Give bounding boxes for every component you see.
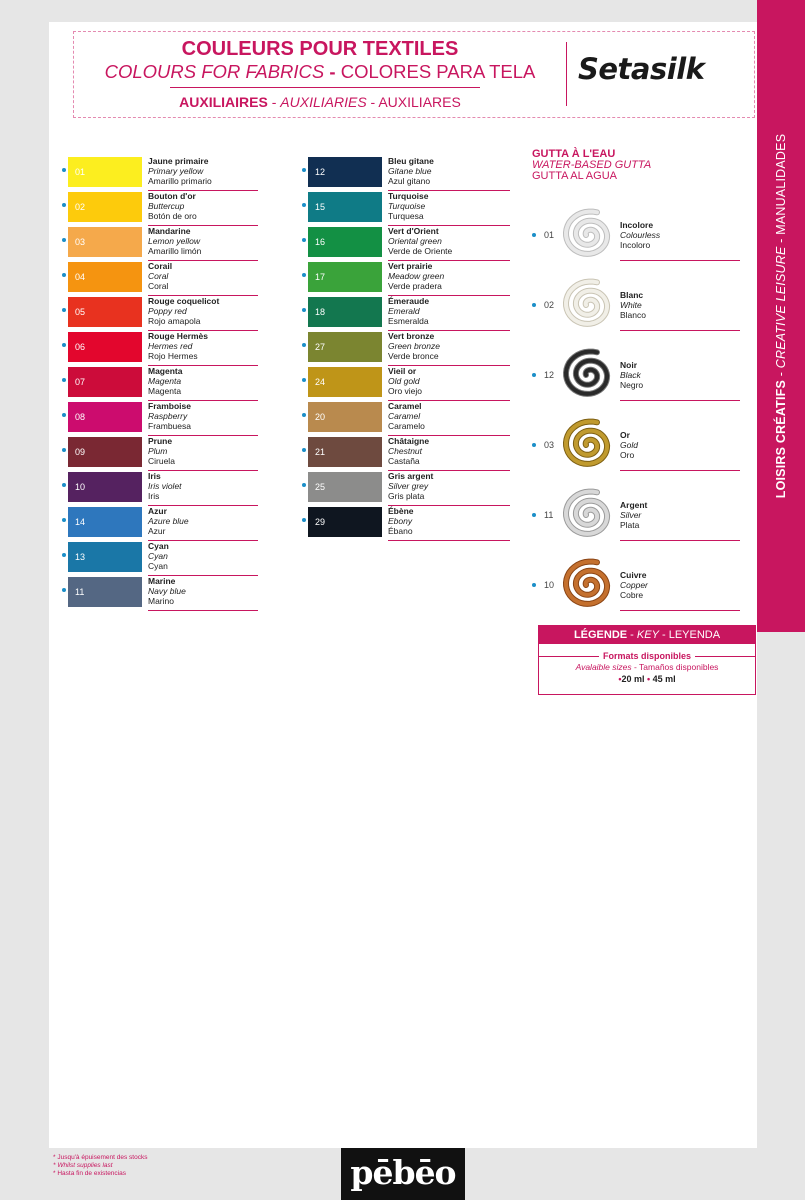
- name-en: Green bronze: [388, 341, 440, 351]
- color-number: 25: [315, 482, 326, 492]
- gutta-row: [532, 208, 740, 278]
- name-es: Rojo Hermes: [148, 351, 198, 361]
- color-row: [62, 226, 258, 261]
- color-row: [302, 191, 510, 226]
- color-number: 12: [315, 167, 326, 177]
- color-row: [302, 261, 510, 296]
- name-fr: Cuivre: [620, 570, 647, 580]
- color-number: 01: [75, 167, 86, 177]
- bullet-dot: [62, 378, 66, 382]
- color-number: 03: [75, 237, 86, 247]
- gutta-spiral-image: [557, 483, 621, 547]
- color-number: 05: [75, 307, 86, 317]
- color-names: [148, 366, 182, 396]
- name-en: Azure blue: [148, 516, 189, 526]
- name-en: Silver: [620, 510, 642, 520]
- name-en: Hermes red: [148, 341, 193, 351]
- row-divider: [620, 400, 740, 401]
- name-es: Azul gitano: [388, 176, 431, 186]
- color-names: [388, 331, 440, 361]
- name-fr: Vert d'Orient: [388, 226, 439, 236]
- name-en: Coral: [148, 271, 169, 281]
- color-names: [148, 401, 191, 431]
- name-es: Amarillo limón: [148, 246, 202, 256]
- bullet-dot: [62, 343, 66, 347]
- name-en: White: [620, 300, 642, 310]
- bullet-dot: [532, 233, 536, 237]
- color-names: [388, 401, 425, 431]
- name-en: Black: [620, 370, 641, 380]
- row-divider: [620, 610, 740, 611]
- color-number: 07: [75, 377, 86, 387]
- legend-formats-title: Formats disponibles: [539, 651, 755, 661]
- name-en: Plum: [148, 446, 168, 456]
- name-fr: Prune: [148, 436, 173, 446]
- gutta-row: [532, 278, 740, 348]
- color-number: 29: [315, 517, 326, 527]
- name-es: Esmeralda: [388, 316, 429, 326]
- header-divider: [566, 42, 567, 106]
- color-names: [388, 506, 414, 536]
- color-names: [388, 296, 429, 326]
- color-number: 13: [75, 552, 86, 562]
- row-divider: [620, 260, 740, 261]
- name-fr: Azur: [148, 506, 167, 516]
- gutta-number: 10: [544, 580, 555, 590]
- gutta-spiral-image: [557, 273, 621, 337]
- name-fr: Vert bronze: [388, 331, 435, 341]
- name-fr: Vieil or: [388, 366, 417, 376]
- name-es: Plata: [620, 520, 640, 530]
- name-en: Primary yellow: [148, 166, 204, 176]
- name-fr: Rouge coquelicot: [148, 296, 220, 306]
- name-en: Raspberry: [148, 411, 188, 421]
- bullet-dot: [302, 483, 306, 487]
- side-es: MANUALIDADES: [774, 133, 788, 235]
- name-fr: Rouge Hermès: [148, 331, 208, 341]
- row-divider: [620, 330, 740, 331]
- name-en: Meadow green: [388, 271, 445, 281]
- bullet-dot: [302, 343, 306, 347]
- gutta-names: [620, 220, 660, 250]
- color-names: [388, 191, 428, 221]
- gutta-spiral-image: [557, 553, 621, 617]
- gutta-names: [620, 360, 643, 390]
- name-fr: Noir: [620, 360, 637, 370]
- color-row: [62, 471, 258, 506]
- name-fr: Turquoise: [388, 191, 429, 201]
- bullet-dot: [302, 518, 306, 522]
- bullet-dot: [532, 513, 536, 517]
- bullet-dot: [62, 203, 66, 207]
- name-es: Frambuesa: [148, 421, 191, 431]
- bullet-dot: [532, 373, 536, 377]
- bullet-dot: [302, 308, 306, 312]
- name-en: Magenta: [148, 376, 182, 386]
- gutta-row: [532, 418, 740, 488]
- bullet-dot: [62, 483, 66, 487]
- name-en: Copper: [620, 580, 648, 590]
- legend-header: LÉGENDE - KEY - LEYENDA: [539, 626, 755, 644]
- gutta-names: [620, 290, 646, 320]
- bullet-dot: [62, 413, 66, 417]
- gutta-title: GUTTA À L'EAU WATER-BASED GUTTA GUTTA AL AGUA: [532, 148, 652, 182]
- bullet-dot: [532, 443, 536, 447]
- name-en: Lemon yellow: [148, 236, 200, 246]
- name-es: Botón de oro: [148, 211, 197, 221]
- name-en: Navy blue: [148, 586, 186, 596]
- name-es: Verde bronce: [388, 351, 439, 361]
- color-number: 04: [75, 272, 86, 282]
- color-number: 17: [315, 272, 326, 282]
- color-number: 20: [315, 412, 326, 422]
- color-row: [302, 506, 510, 541]
- color-number: 11: [75, 587, 85, 597]
- color-row: [62, 401, 258, 436]
- color-number: 24: [315, 377, 326, 387]
- color-row: [302, 366, 510, 401]
- color-row: [302, 226, 510, 261]
- color-row: [302, 471, 510, 506]
- name-fr: Or: [620, 430, 630, 440]
- name-es: Cyan: [148, 561, 168, 571]
- name-fr: Incolore: [620, 220, 654, 230]
- gutta-number: 12: [544, 370, 555, 380]
- gutta-spiral-image: [557, 203, 621, 267]
- name-es: Castaña: [388, 456, 420, 466]
- name-es: Verde de Oriente: [388, 246, 453, 256]
- color-names: [388, 226, 452, 256]
- color-names: [148, 541, 169, 571]
- name-es: Gris plata: [388, 491, 425, 501]
- bullet-dot: [62, 168, 66, 172]
- color-names: [148, 471, 182, 501]
- color-names: [148, 331, 208, 361]
- name-en: Old gold: [388, 376, 420, 386]
- color-names: [148, 156, 212, 186]
- name-es: Cobre: [620, 590, 644, 600]
- gutta-names: [620, 570, 648, 600]
- name-es: Oro: [620, 450, 635, 460]
- color-number: 09: [75, 447, 86, 457]
- side-category-label: LOISIRS CRÉATIFS - CREATIVE LEISURE - MANUALIDADES: [774, 133, 788, 499]
- header-title-fr: COULEURS POUR TEXTILES: [181, 38, 459, 60]
- bullet-dot: [62, 238, 66, 242]
- footer-notes: [53, 1154, 147, 1178]
- name-fr: Argent: [620, 500, 648, 510]
- color-names: [388, 366, 422, 396]
- gutta-number: 02: [544, 300, 555, 310]
- name-en: Colourless: [620, 230, 661, 240]
- setasilk-logo: Setasilk: [578, 52, 705, 86]
- bullet-dot: [62, 553, 66, 557]
- row-divider: [620, 540, 740, 541]
- bullet-dot: [62, 518, 66, 522]
- gutta-row: [532, 488, 740, 558]
- name-es: Verde pradera: [388, 281, 442, 291]
- name-en: Poppy red: [148, 306, 187, 316]
- bullet-dot: [302, 203, 306, 207]
- color-row: [302, 296, 510, 331]
- name-es: Amarillo primario: [148, 176, 212, 186]
- name-en: Buttercup: [148, 201, 185, 211]
- name-en: Caramel: [388, 411, 421, 421]
- gutta-row: [532, 348, 740, 418]
- name-fr: Châtaigne: [388, 436, 430, 446]
- name-fr: Blanc: [620, 290, 644, 300]
- name-en: Oriental green: [388, 236, 442, 246]
- color-number: 10: [75, 482, 86, 492]
- color-row: [62, 436, 258, 471]
- row-divider: [620, 470, 740, 471]
- name-fr: Framboise: [148, 401, 191, 411]
- bullet-dot: [62, 588, 66, 592]
- name-es: Incoloro: [620, 240, 651, 250]
- name-fr: Gris argent: [388, 471, 434, 481]
- name-es: Blanco: [620, 310, 646, 320]
- color-row: [62, 541, 258, 576]
- name-fr: Vert prairie: [388, 261, 433, 271]
- name-en: Ebony: [388, 516, 413, 526]
- color-names: [148, 296, 219, 326]
- bullet-dot: [62, 273, 66, 277]
- name-en: Silver grey: [388, 481, 429, 491]
- name-es: Caramelo: [388, 421, 425, 431]
- color-number: 06: [75, 342, 86, 352]
- name-fr: Ébène: [388, 506, 414, 516]
- row-divider: [148, 610, 258, 611]
- name-es: Azur: [148, 526, 166, 536]
- header-title-en-es: COLOURS FOR FABRICS - COLORES PARA TELA: [104, 61, 536, 82]
- name-fr: Cyan: [148, 541, 169, 551]
- name-fr: Jaune primaire: [148, 156, 209, 166]
- name-es: Magenta: [148, 386, 182, 396]
- color-names: [388, 261, 444, 291]
- bullet-dot: [302, 448, 306, 452]
- bullet-dot: [62, 448, 66, 452]
- color-row: [302, 331, 510, 366]
- color-number: 15: [315, 202, 326, 212]
- color-names: [148, 436, 175, 466]
- color-row: [62, 331, 258, 366]
- bullet-dot: [532, 303, 536, 307]
- header-subtitle: AUXILIAIRES - AUXILIARIES - AUXILIARES: [179, 94, 461, 110]
- gutta-number: 11: [544, 510, 554, 520]
- gutta-number: 03: [544, 440, 555, 450]
- name-fr: Mandarine: [148, 226, 191, 236]
- bullet-dot: [62, 308, 66, 312]
- color-row: [62, 366, 258, 401]
- color-names: [148, 261, 172, 291]
- name-fr: Émeraude: [388, 296, 430, 306]
- side-fr: LOISIRS CRÉATIFS: [774, 379, 788, 499]
- name-es: Iris: [148, 491, 160, 501]
- footer-note-es: * Hasta fin de existencias: [53, 1170, 126, 1177]
- name-fr: Marine: [148, 576, 176, 586]
- bullet-dot: [302, 168, 306, 172]
- color-row: [62, 191, 258, 226]
- color-names: [148, 576, 186, 606]
- color-names: [148, 191, 197, 221]
- legend-available-sizes: Avalaible sizes - Tamaños disponibles: [575, 662, 719, 672]
- name-en: Chestnut: [388, 446, 423, 456]
- name-es: Marino: [148, 596, 174, 606]
- name-fr: Corail: [148, 261, 173, 271]
- name-en: Cyan: [148, 551, 168, 561]
- bullet-dot: [302, 273, 306, 277]
- color-row: [302, 436, 510, 471]
- bullet-dot: [532, 583, 536, 587]
- name-fr: Magenta: [148, 366, 183, 376]
- name-es: Coral: [148, 281, 169, 291]
- color-number: 16: [315, 237, 326, 247]
- name-es: Turquesa: [388, 211, 424, 221]
- name-en: Turquoise: [388, 201, 426, 211]
- gutta-names: [620, 430, 638, 460]
- name-en: Emerald: [388, 306, 420, 316]
- color-number: 02: [75, 202, 86, 212]
- bullet-dot: [302, 413, 306, 417]
- legend-box: [538, 625, 756, 695]
- gutta-spiral-image: [557, 413, 621, 477]
- header-rule: [170, 87, 480, 88]
- side-en: CREATIVE LEISURE: [774, 246, 788, 369]
- gutta-number: 01: [544, 230, 555, 240]
- color-number: 14: [75, 517, 86, 527]
- color-row: [302, 156, 510, 191]
- name-es: Ciruela: [148, 456, 175, 466]
- name-fr: Bleu gitane: [388, 156, 434, 166]
- color-row: [62, 576, 258, 611]
- color-names: [148, 506, 189, 536]
- name-fr: Caramel: [388, 401, 422, 411]
- footer-note-fr: * Jusqu'à épuisement des stocks: [53, 1154, 148, 1161]
- color-names: [388, 471, 433, 501]
- color-row: [62, 156, 258, 191]
- name-en: Gold: [620, 440, 638, 450]
- color-number: 08: [75, 412, 86, 422]
- color-number: 27: [315, 342, 326, 352]
- gutta-spiral-image: [557, 343, 621, 407]
- color-names: [388, 436, 429, 466]
- gutta-row: [532, 558, 740, 628]
- bullet-dot: [302, 378, 306, 382]
- footer-note-en: * Whilst supplies last: [53, 1162, 113, 1169]
- name-en: Iris violet: [148, 481, 182, 491]
- color-row: [302, 401, 510, 436]
- color-number: 21: [315, 447, 326, 457]
- name-en: Gitane blue: [388, 166, 432, 176]
- color-names: [148, 226, 201, 256]
- name-es: Negro: [620, 380, 644, 390]
- name-fr: Bouton d'or: [148, 191, 196, 201]
- name-es: Rojo amapola: [148, 316, 201, 326]
- color-number: 18: [315, 307, 326, 317]
- name-es: Oro viejo: [388, 386, 423, 396]
- gutta-names: [620, 500, 647, 530]
- color-row: [62, 296, 258, 331]
- color-names: [388, 156, 434, 186]
- name-fr: Iris: [148, 471, 161, 481]
- bullet-dot: [302, 238, 306, 242]
- pebeo-logo: pēbēo: [341, 1148, 465, 1200]
- legend-sizes: •20 ml • 45 ml: [618, 674, 676, 684]
- row-divider: [388, 540, 510, 541]
- color-row: [62, 261, 258, 296]
- name-es: Ébano: [388, 526, 413, 536]
- color-row: [62, 506, 258, 541]
